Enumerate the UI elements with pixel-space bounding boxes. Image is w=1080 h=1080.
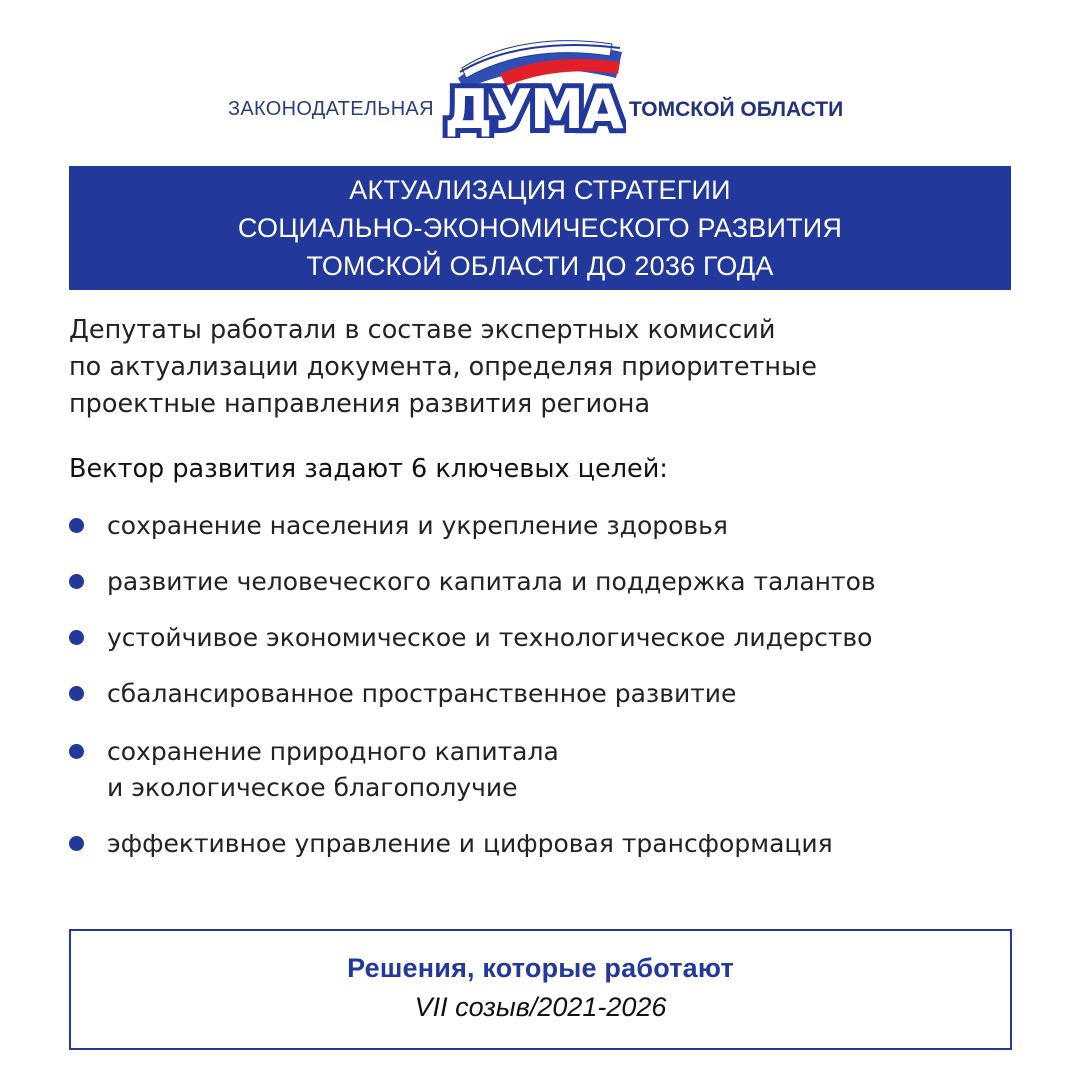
list-item — [69, 620, 872, 656]
goal-text: сбалансированное пространственное развитие — [107, 679, 737, 708]
list-item — [69, 564, 876, 600]
duma-logo — [440, 38, 626, 138]
banner-line: СОЦИАЛЬНО-ЭКОНОМИЧЕСКОГО РАЗВИТИЯ — [237, 213, 843, 243]
goals-heading: Вектор развития задают 6 ключевых целей: — [69, 454, 668, 484]
intro-paragraph — [69, 312, 1029, 423]
list-item — [69, 826, 833, 862]
bullet-icon — [69, 630, 84, 645]
title-banner — [69, 166, 1011, 290]
bullet-icon — [69, 836, 84, 851]
goal-text: эффективное управление и цифровая трансформация — [107, 829, 833, 858]
list-item — [69, 734, 559, 806]
banner-line: ТОМСКОЙ ОБЛАСТИ ДО 2036 ГОДА — [306, 251, 774, 281]
goal-text: и экологическое благополучие — [107, 773, 518, 802]
intro-line: Депутаты работали в составе экспертных комиссий — [69, 315, 776, 345]
goal-text: сохранение населения и укрепление здоровья — [107, 511, 728, 540]
list-item — [69, 676, 736, 712]
logo-text: ДУМА — [444, 78, 622, 138]
bullet-icon — [69, 518, 84, 533]
goal-text: устойчивое экономическое и технологическое лидерство — [107, 623, 873, 652]
bullet-icon — [69, 574, 84, 589]
bullet-icon — [69, 686, 84, 701]
footer-title: Решения, которые работают — [347, 953, 734, 983]
footer-subtitle: VII созыв/2021-2026 — [414, 992, 667, 1022]
header-right-text: ТОМСКОЙ ОБЛАСТИ — [629, 98, 844, 121]
banner-line: АКТУАЛИЗАЦИЯ СТРАТЕГИИ — [349, 175, 731, 205]
list-item — [69, 508, 728, 544]
intro-line: проектные направления развития региона — [69, 389, 651, 419]
header-left-text: ЗАКОНОДАТЕЛЬНАЯ — [228, 98, 434, 120]
header — [0, 38, 1080, 148]
goal-text: развитие человеческого капитала и поддержка талантов — [107, 567, 876, 596]
bullet-icon — [69, 744, 84, 759]
goal-text: сохранение природного капитала — [107, 737, 559, 766]
intro-line: по актуализации документа, определяя приоритетные — [69, 352, 817, 382]
footer-box — [69, 929, 1012, 1050]
